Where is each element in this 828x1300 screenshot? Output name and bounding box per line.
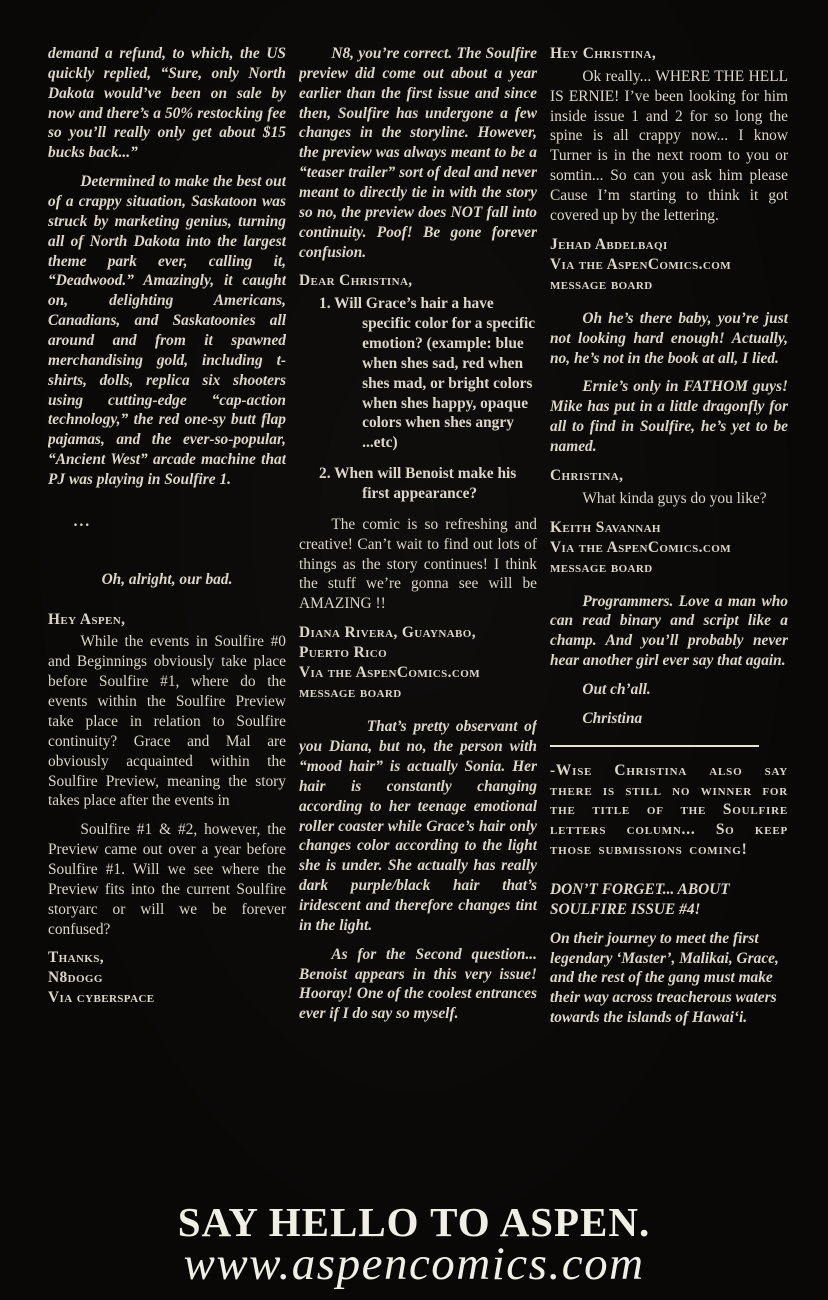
footer-banner (0, 1199, 828, 1290)
response-paragraph: Oh he’s there baby, you’re just not looking hard enough! Actually, no, he’s not in the book at all, I lied. (550, 309, 788, 367)
letter-question-2: 2. When will Benoist make his first appearance? (319, 465, 517, 503)
letter-signature: Diana Rivera, Guaynabo, Puerto Rico Via the AspenComics.com message board (299, 624, 480, 702)
divider-line (550, 745, 759, 747)
response-paragraph: N8, you’re correct. The Soulfire preview did come out about a year earlier than the first issue and since then, Soulfire has undergone a few changes in the storyline. However, the preview was always meant to be a “teaser trailer” sort of deal and never meant to directly tie in with the story so no, the preview does NOT fall into continuity. Poof! Be gone forever confusion. (299, 45, 537, 261)
letter-paragraph: While the events in Soulfire #0 and Beginnings obviously take place before Soulfire #1, where do the events within the Soulfire Preview take place in relation to Soulfire continuity? Grace and Mal are obviously acquainted within the Soulfire Preview, meaning the story takes place after the events in (48, 633, 286, 810)
letter-salutation: Hey Christina, (550, 45, 657, 62)
footer-url: www.aspencomics.com (183, 1238, 645, 1290)
letters-columns (48, 44, 788, 1170)
editor-note: -Wise Christina also say there is still no winner for the title of the Soulfire letters column... So keep those submissions coming! (550, 761, 788, 859)
column-right (550, 44, 788, 1170)
ellipsis-aside: ... (74, 512, 92, 530)
column-left (48, 44, 286, 1170)
letter-paragraph: The comic is so refreshing and creative! Can’t wait to find out lots of things as the story continues! I think the stuff we’re gonna see will be AMAZING !! (299, 515, 537, 613)
promo-text: On their journey to meet the first legendary ‘Master’, Malikai, Grace, and the rest of the gang must make their way across treacherous waters towards the islands of Hawai‘i. (550, 929, 779, 1027)
letter-question-1: 1. Will Grace’s hair a have specific color for a specific emotion? (example: blue when shes sad, red when shes mad, or bright colors when shes happy, opaque colors when shes angry ...etc) (319, 295, 536, 452)
promo-heading: DON’T FORGET... ABOUT SOULFIRE ISSUE #4! (550, 881, 730, 918)
response-paragraph: Determined to make the best out of a crappy situation, Saskatoon was struck by marketing genius, turning all of North Dakota into the largest theme park ever, calling it, “Deadwood.” Amazingly, it caught on, delighting Americans, Canadians, and Saskatoonies all around and from it spawned merchandising gold, including t-shirts, dolls, replica six shooters using cutting-edge “cap-action technology,” the red one-sy butt flap pajamas, and the ever-so-popular, “Ancient West” arcade machine that PJ was playing in Soulfire 1. (48, 173, 286, 489)
letter-signature: Thanks, N8dogg Via cyberspace (48, 949, 155, 1007)
response-paragraph: That’s pretty observant of you Diana, but no, the person with “mood hair” is actually Sonia. Her hair is constantly changing according to her teenage emotional roller coaster while Grace’s hair only changes color according to the light she is under. She actually has really dark purple/black hair that’s iridescent and therefore changes tint in the light. (299, 718, 537, 934)
letter-salutation: Christina, (550, 466, 624, 484)
response-signature: Christina (582, 709, 643, 727)
letter-paragraph: What kinda guys do you like? (582, 489, 767, 507)
response-paragraph: As for the Second question... Benoist appears in this very issue! Hooray! One of the coolest entrances ever if I do say so myself. (299, 945, 537, 1023)
response-signoff: Out ch’all. (582, 681, 651, 698)
letter-paragraph: Soulfire #1 & #2, however, the Preview came out over a year before Soulfire #1. Will we see where the Preview fits into the current Soulfire storyarc or will we be forever confused? (48, 821, 286, 938)
letter-salutation: Dear Christina, (299, 272, 413, 290)
letter-signature: Jehad Abdelbaqi Via the AspenComics.com message board (550, 235, 731, 293)
letter-salutation: Hey Aspen, (48, 610, 126, 628)
column-middle (299, 44, 537, 1170)
response-aside: Oh, alright, our bad. (101, 570, 233, 588)
letter-paragraph: Ok really... WHERE THE HELL IS ERNIE! I’ve been looking for him inside issue 1 and 2 for so long the spine is all crappy now... I know Turner is in the next room to you or somtin... So can you ask him please Cause I’m starting to think it got covered up by the lettering. (550, 67, 788, 224)
footer-headline: SAY HELLO TO ASPEN. (177, 1199, 651, 1245)
letter-signature: Keith Savannah Via the AspenComics.com message board (550, 518, 731, 576)
response-paragraph: demand a refund, to which, the US quickly replied, “Sure, only North Dakota would’ve been on sale by now and there’s a 50% restocking fee so you’ll really only get about $15 bucks back...” (48, 45, 286, 162)
response-paragraph: Programmers. Love a man who can read binary and script like a champ. And you’ll probably never hear another girl ever say that again. (550, 592, 788, 670)
response-paragraph: Ernie’s only in FATHOM guys! Mike has put in a little dragonfly for all to find in Soulfire, he’s yet to be named. (550, 378, 788, 455)
